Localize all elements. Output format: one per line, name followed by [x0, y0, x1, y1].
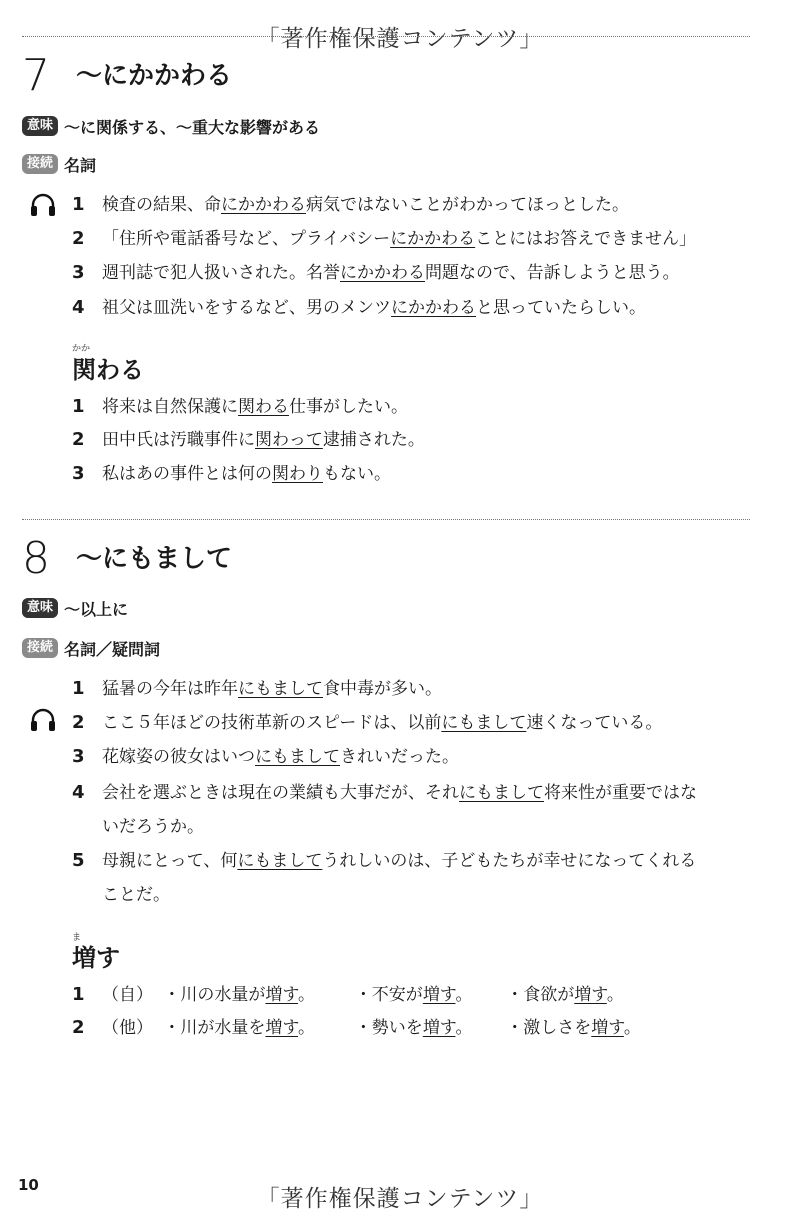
example-target: にもまして [238, 679, 323, 699]
section-8-number: 8 [22, 533, 50, 584]
verb-usage-item: ・勢いを増す。 [354, 1018, 473, 1038]
example-target: にかかわる [221, 195, 306, 215]
example-row [72, 744, 459, 770]
example-text: ここ５年ほどの技術革新のスピードは、以前 [102, 713, 442, 733]
example-text: 田中氏は汚職事件に [102, 430, 255, 450]
example-number: 1 [72, 194, 85, 215]
example-number: 2 [72, 712, 85, 733]
watermark-bottom: 「著作権保護コンテンツ」 [256, 1186, 544, 1212]
verb-usage-row [72, 1015, 641, 1041]
divider-middle [22, 519, 750, 520]
example-text: 検査の結果、命 [102, 195, 221, 215]
example-text: もない。 [323, 464, 391, 484]
example-number: 3 [72, 746, 85, 767]
verb-row-number: 1 [72, 984, 85, 1005]
example-number: 1 [72, 396, 85, 417]
example-text: 猛暑の今年は昨年 [102, 679, 238, 699]
headphones-icon[interactable] [30, 193, 56, 217]
example-text: きれいだった。 [340, 747, 459, 767]
example-text: ことにはお答えできません」 [475, 229, 697, 249]
meaning-badge: 意味 [22, 598, 58, 618]
verb-usage-item: ・川が水量を増す。 [163, 1018, 316, 1038]
example-text: うれしいのは、子どもたちが幸せになってくれる [322, 851, 697, 871]
sub-heading-furigana: ま [72, 933, 82, 943]
example-text: 将来性が重要ではな [544, 783, 697, 803]
example-text: 会社を選ぶときは現在の業績も大事だが、それ [102, 783, 459, 803]
example-continuation: ことだ。 [102, 885, 170, 905]
section-7-title: ～にかかわる [76, 61, 233, 91]
example-text: 問題なので、告訴しようと思う。 [425, 263, 680, 283]
example-number: 3 [72, 463, 85, 484]
example-number: 3 [72, 262, 85, 283]
sub-example-row [72, 461, 391, 487]
sub-heading-furigana: かか [72, 344, 91, 354]
meaning-text: ～に関係する、～重大な影響がある [64, 117, 321, 137]
example-text: と思っていたらしい。 [476, 298, 646, 318]
example-row [72, 848, 696, 908]
example-row [72, 295, 646, 321]
example-text: 逮捕された。 [322, 430, 425, 450]
connection-badge: 接続 [22, 638, 58, 658]
example-text: 花嫁姿の彼女はいつ [102, 747, 255, 767]
headphones-icon[interactable] [30, 708, 56, 732]
example-target: 関わる [238, 397, 289, 417]
example-text: 祖父は皿洗いをするなど、男のメンツ [102, 298, 391, 318]
example-text: 速くなっている。 [526, 713, 663, 733]
example-target: にもまして [237, 851, 323, 871]
example-text: 母親にとって、何 [102, 851, 238, 871]
watermark-top: 「著作権保護コンテンツ」 [256, 26, 544, 52]
example-row [72, 710, 662, 736]
example-number: 4 [72, 297, 85, 318]
section-7-number: 7 [22, 50, 50, 101]
example-row [72, 676, 442, 702]
example-number: 1 [72, 678, 85, 699]
sub-example-row [72, 394, 408, 420]
verb-usage-item: ・食欲が増す。 [506, 985, 624, 1005]
example-text: 仕事がしたい。 [289, 397, 408, 417]
verb-usage-item: ・川の水量が増す。 [163, 985, 316, 1005]
sub-example-row [72, 427, 425, 453]
example-target: にかかわる [390, 229, 476, 249]
section-8-title: ～にもまして [76, 544, 233, 574]
divider-top [22, 36, 750, 37]
verb-usage-item: ・不安が増す。 [354, 985, 473, 1005]
example-number: 5 [72, 850, 85, 871]
verb-kind: （他） [102, 1018, 153, 1038]
verb-usage-row [72, 982, 624, 1008]
example-row [72, 192, 629, 218]
section-8-sub-heading: 増す [72, 944, 120, 972]
example-target: にかかわる [391, 298, 476, 318]
example-target: 関わって [255, 430, 323, 450]
connection-text: 名詞／疑問詞 [64, 639, 161, 659]
example-text: 病気ではないことがわかってほっとした。 [306, 195, 629, 215]
section-7-connection [22, 151, 96, 177]
verb-kind: （自） [102, 985, 153, 1005]
example-continuation: いだろうか。 [102, 817, 204, 837]
section-7-sub-heading: 関わる [72, 356, 144, 384]
meaning-text: ～以上に [64, 599, 129, 619]
verb-row-number: 2 [72, 1017, 85, 1038]
section-8-meaning [22, 595, 128, 621]
example-row [72, 226, 696, 252]
connection-badge: 接続 [22, 154, 58, 174]
example-number: 2 [72, 228, 85, 249]
example-text: 将来は自然保護に [102, 397, 238, 417]
example-target: にもまして [459, 783, 544, 803]
example-target: にもまして [255, 747, 340, 767]
example-target: にもまして [441, 713, 527, 733]
verb-usage-item: ・激しさを増す。 [506, 1018, 641, 1038]
page-number: 10 [18, 1176, 39, 1194]
example-target: にかかわる [340, 263, 425, 283]
example-row [72, 780, 697, 840]
example-text: 食中毒が多い。 [323, 679, 442, 699]
example-text: 「住所や電話番号など、プライバシー [102, 229, 391, 249]
meaning-badge: 意味 [22, 116, 58, 136]
connection-text: 名詞 [64, 155, 97, 175]
section-7-meaning [22, 113, 320, 139]
example-row [72, 260, 680, 286]
example-text: 私はあの事件とは何の [102, 464, 272, 484]
example-number: 4 [72, 782, 85, 803]
example-number: 2 [72, 429, 85, 450]
section-8-connection [22, 635, 160, 661]
example-target: 関わり [272, 464, 323, 484]
example-text: 週刊誌で犯人扱いされた。名誉 [102, 263, 340, 283]
